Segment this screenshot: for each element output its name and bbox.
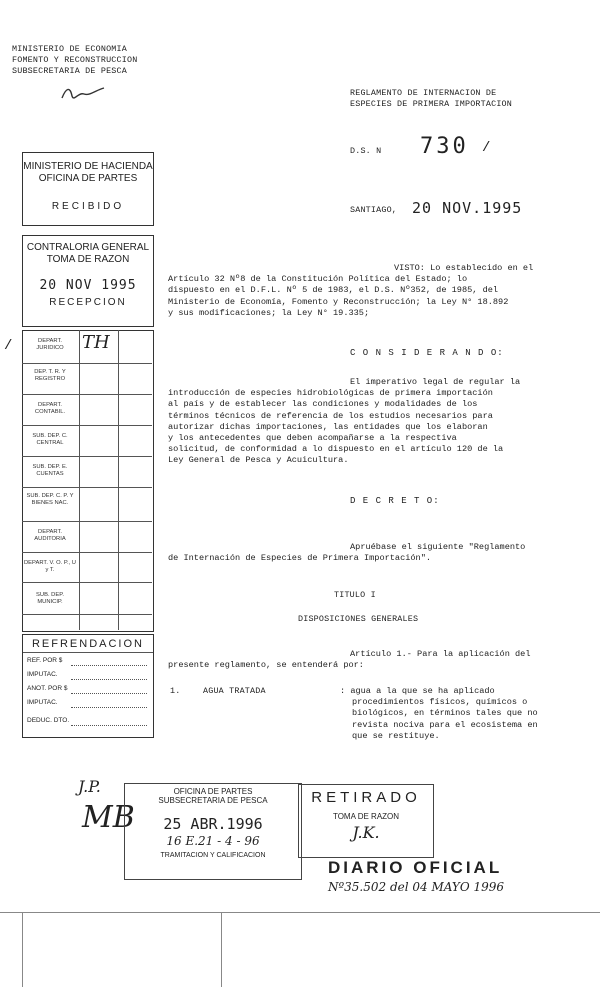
diario-oficial-stamp (328, 858, 538, 908)
diario-title: DIARIO OFICIAL (328, 858, 503, 877)
articulo-line: Artículo 1.- Para la aplicación del (350, 649, 531, 659)
routing-row-label: SUB. DEP. C. CENTRAL (32, 433, 68, 446)
disposiciones-heading: DISPOSICIONES GENERALES (298, 614, 419, 624)
oficina-line-1: OFICINA DE PARTES (173, 787, 253, 796)
retirado-sub: TOMA DE RAZON (332, 812, 400, 821)
decreto-line: de Internación de Especies de Primera Importación". (168, 553, 432, 564)
refrendacion-box (22, 634, 154, 738)
hacienda-line-2: OFICINA DE PARTES (38, 173, 138, 184)
routing-row-label: DEPART. V. O. P., U y T. (24, 560, 76, 573)
document-title (350, 88, 512, 110)
considerando-paragraph (168, 377, 588, 467)
visto-line: y sus modificaciones; la Ley N° 19.335; (168, 307, 370, 318)
ministry-line-3: SUBSECRETARIA DE PESCA (12, 66, 127, 76)
decree-label: D.S. N (350, 146, 382, 156)
handwritten-jp: J.P. (78, 777, 101, 796)
routing-row-initials: TH (82, 332, 110, 353)
routing-row (22, 487, 152, 522)
articulo-line: presente reglamento, se entenderá por: (168, 660, 364, 671)
title-line-1: REGLAMENTO DE INTERNACION DE (350, 88, 497, 98)
contraloria-stamp (22, 235, 154, 327)
ministry-header (12, 44, 137, 77)
routing-row (22, 363, 152, 395)
considerando-line: autorizar dichas importaciones, las entidades que los elaboran (168, 421, 488, 432)
routing-row (22, 521, 152, 553)
considerando-line: Ley General de Pesca y Acuicultura. (168, 455, 349, 466)
hacienda-line-1: MINISTERIO DE HACIENDA (23, 161, 153, 172)
visto-paragraph (168, 263, 588, 319)
decreto-paragraph (168, 542, 588, 564)
visto-line: Artículo 32 Nº8 de la Constitución Política del Estado; lo (168, 274, 468, 285)
definition-line: procedimientos físicos, químicos o (352, 697, 528, 708)
considerando-heading: C O N S I D E R A N D O: (350, 348, 504, 358)
signature-scribble-top (58, 82, 108, 104)
considerando-line: al país y de establecer las condiciones y modalidades de los (168, 399, 478, 410)
ref-row: REF. POR $ (27, 657, 63, 664)
margin-mark: / (4, 338, 13, 354)
title-line-2: ESPECIES DE PRIMERA IMPORTACION (350, 99, 513, 109)
considerando-line: y los antecedentes que deben acompañarse a la respectiva (168, 433, 457, 444)
contraloria-line-2: TOMA DE RAZON (46, 254, 130, 265)
ministry-line-2: FOMENTO Y RECONSTRUCCION (12, 55, 138, 65)
routing-row (22, 394, 152, 426)
handwritten-initials: MB (82, 800, 135, 835)
definition-line: biológicos, en términos tales que no (352, 708, 538, 719)
definition-number: 1. (170, 686, 181, 696)
visto-line: VISTO: Lo establecido en el (394, 263, 534, 273)
oficina-footer: TRAMITACION Y CALIFICACION (160, 852, 266, 859)
routing-row-label: SUB. DEP. MUNICIP. (36, 592, 64, 605)
considerando-line: términos técnicos de referencia de los estudios necesarios para (168, 410, 493, 421)
routing-row-label: SUB. DEP. E. CUENTAS (32, 464, 68, 477)
routing-row-label: DEPART. AUDITORIA (34, 529, 66, 542)
definition-line: que se restituye. (352, 730, 440, 741)
definition-term: AGUA TRATADA (203, 686, 266, 696)
routing-row-label: DEPART. JURIDICO (36, 338, 64, 351)
decreto-heading: D E C R E T O: (350, 496, 440, 506)
contraloria-reception: RECEPCION (49, 297, 127, 308)
hacienda-stamp (22, 152, 154, 226)
routing-row (22, 425, 152, 457)
refrendacion-title: REFRENDACION (23, 635, 153, 653)
routing-row (22, 552, 152, 583)
definition-line: : agua a la que se ha aplicado (340, 686, 495, 696)
oficina-line-2: SUBSECRETARIA DE PESCA (158, 796, 268, 805)
decreto-line: Apruébase el siguiente "Reglamento (350, 542, 526, 552)
hacienda-received: RECIBIDO (51, 201, 125, 212)
decree-slash: / (482, 140, 491, 156)
oficina-date: 25 ABR.1996 (163, 815, 263, 833)
ref-row: IMPUTAC. (27, 671, 58, 678)
retirado-initials: J.K. (352, 823, 380, 842)
routing-row (22, 330, 152, 364)
considerando-line: solicitud, de conformidad a lo dispuesto en el artículo 120 de la (168, 444, 504, 455)
place-label: SANTIAGO, (350, 205, 398, 215)
visto-line: dispuesto en el D.F.L. Nº 5 de 1983, el D.S. Nº352, de 1985, del (168, 285, 499, 296)
routing-row (22, 456, 152, 488)
definition-line: revista nociva para el ecosistema en (352, 719, 538, 730)
retirado-stamp (298, 784, 434, 858)
contraloria-line-1: CONTRALORIA GENERAL (26, 242, 150, 253)
considerando-line: El imperativo legal de regular la (350, 377, 521, 387)
diario-line: Nº35.502 del 04 MAYO 1996 (328, 880, 505, 894)
oficina-partes-stamp (124, 783, 302, 880)
titulo-heading: TITULO I (334, 590, 376, 600)
routing-row-label: SUB. DEP. C. P. Y BIENES NAC. (26, 493, 74, 506)
ministry-line-1: MINISTERIO DE ECONOMIA (12, 44, 127, 54)
decree-date: 20 NOV.1995 (412, 199, 523, 217)
routing-row (22, 582, 152, 615)
ref-row: IMPUTAC. (27, 699, 58, 706)
considerando-line: introducción de especies hidrobiológicas de primera importación (168, 388, 493, 399)
ref-row: ANOT. POR $ (27, 685, 68, 692)
contraloria-date: 20 NOV 1995 (39, 278, 137, 293)
retirado-title: RETIRADO (311, 789, 421, 806)
ref-row: DEDUC. DTO. (27, 717, 70, 724)
routing-row-label: DEPART. CONTABIL. (34, 402, 66, 415)
visto-line: Ministerio de Economía, Fomento y Reconstrucción; la Ley N° 18.892 (168, 296, 509, 307)
oficina-handwritten: 16 E.21 - 4 - 96 (166, 834, 260, 848)
definition-text (340, 686, 590, 742)
articulo-paragraph (168, 649, 588, 671)
routing-row-label: DEP. T. R. Y REGISTRO (34, 369, 66, 382)
decree-number: 730 (420, 134, 469, 159)
